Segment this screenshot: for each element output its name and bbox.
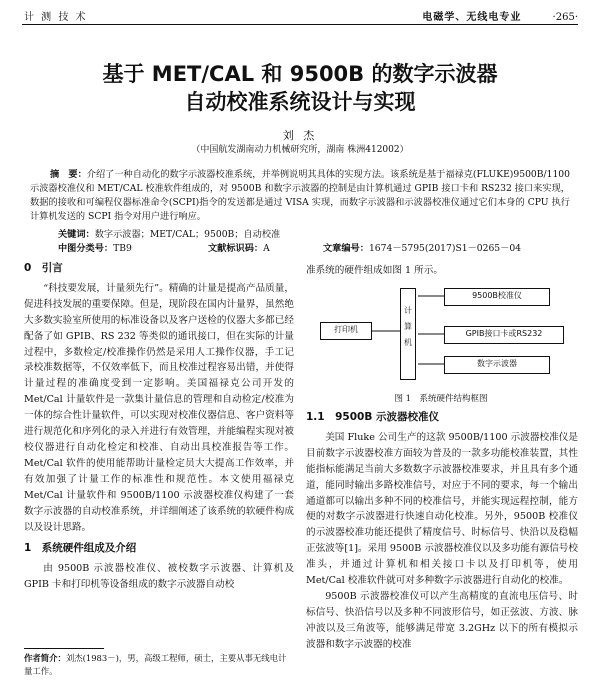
figure-caption: 图 1 系统硬件结构框图 <box>394 394 488 404</box>
header-rule <box>22 24 578 25</box>
doc-code-label: 文献标识码： <box>208 243 264 254</box>
keywords-text: 数字示波器；MET/CAL；9500B；自动校准 <box>94 229 281 240</box>
clc-label: 中图分类号： <box>58 243 114 254</box>
figure-1-diagram <box>306 282 576 394</box>
section11-paragraph2: 9500B 示波器校准仪可以产生高精度的直流电压信号、时标信号、快沿信号以及多种不同波形信号，如正弦波、方波、脉冲波以及三角波等，能够满足带宽 3.2GHz 以下的所有模拟示波器和数字示波器的校准 <box>306 590 578 650</box>
classification-line <box>58 240 588 254</box>
section11-heading: 1.1 9500B 示波器校准仪 <box>306 411 439 423</box>
running-header-right <box>422 8 578 23</box>
computer-box: 计 算 机 <box>400 288 416 380</box>
clc-value: TB9 <box>113 243 132 254</box>
page-number: ·265· <box>552 12 578 23</box>
scope-box: 数字示波器 <box>444 356 550 374</box>
footnote-rule <box>24 648 104 649</box>
printer-box: 打印机 <box>320 322 372 340</box>
article-number-value: 1674－5795(2017)S1－0265－04 <box>368 243 522 254</box>
doc-code-value: A <box>263 243 270 254</box>
keywords <box>58 226 280 240</box>
article-number-label: 文章编号： <box>323 243 369 254</box>
calibrator-box: 9500B校准仪 <box>444 288 550 306</box>
author-footnote <box>24 652 294 678</box>
running-header-journal: 计 测 技 术 <box>24 12 88 23</box>
section11-paragraph1: 美国 Fluke 公司生产的这款 9500B/1100 示波器校准仪是目前数字示波器校准方面较为普及的一款多功能校准装置，其性能指标能满足当前大多数数字示波器校准要求，并且具有多个通道，能同时输出多路校准信号，对应于不同的要求，每一个输出通道都可以输出多种不同的校准信号，并能实现远程控制，能方便的对数字示波器进行快速自动化校准。另外，9500B 校准仪的示波器校准功能还提供了精度信号、时标信号、快沿以及稳幅正弦波等[1]。采用 9500B 示波器校准仪以及多功能有源信号校准头，并通过计算机和相关接口卡以及打印机等，使用 Met/Cal 校准软件就可对多种数字示波器进行自动化的校准。 <box>306 431 578 587</box>
intro-heading: 0 引言 <box>24 262 63 274</box>
paper-title-line1: 基于 MET/CAL 和 9500B 的数字示波器 <box>102 62 498 86</box>
intro-paragraph: “科技要发展，计量须先行”。精确的计量是提高产品质量，促进科技发展的重要保障。但是，现阶段在国内计量界，虽然绝大多数实验室所使用的标准设备以及客户送检的仪器大多都已经配备了如 GPIB、RS 232 等类似的通讯接口，但在实际的计量过程中，多数检定/校准操作仍然是采用人工操作仪器，手工记录校准数据等，不仅效率低下，而且校准过程容易出错，并使得计量过程的准确度受到一定影响。美国福禄克公司开发的 Met/Cal 计量软件是一款集计量信息的管理和自动检定/校准为一体的综合性计量软件，可以实现对校准仪器信息、客户资料等进行规范化和序列化的录入并进行有效管理，并能编程实现对被校仪器进行自动化检定和校准、自动出具校准报告等工作。Met/Cal 软件的使用能帮助计量检定员大大提高工作效率，并有效加强了计量工作的标准性和规范性。本文使用福禄克 Met/Cal 计量软件和 9500B/1100 示波器校准仪构建了一套数字示波器的自动校准系统，并详细阐述了该系统的软硬件构成以及设计思路。 <box>24 282 294 533</box>
affiliation: （中国航发湖南动力机械研究所，湖南 株洲412002） <box>191 145 409 155</box>
section1-paragraph: 由 9500B 示波器校准仪、被校数字示波器、计算机及 GPIB 卡和打印机等设备组成的数字示波器自动校 <box>24 563 294 591</box>
footnote-text: 刘杰(1983－)，男，高级工程师，硕士，主要从事无线电计量工作。 <box>24 653 287 676</box>
abstract <box>30 168 570 224</box>
running-header-section: 电磁学、无线电专业 <box>422 12 522 23</box>
abstract-label: 摘 要： <box>50 169 87 180</box>
right-column <box>306 410 578 653</box>
footnote-label: 作者简介： <box>24 653 66 663</box>
paper-title-line2: 自动校准系统设计与实现 <box>184 90 416 114</box>
abstract-text: 介绍了一种自动化的数字示波器校准系统，并举例说明其具体的实现方法。该系统是基于福禄克(FLUKE)9500B/1100 示波器校准仪和 MET/CAL 校准软件组成的，对 9500B 和数字示波器的控制是由计算机通过 GPIB 接口卡和 RS232 接口来实现，数据的接收和可编程仪器标准命令(SCPI)指令的发送都是通过 VISA 实现，而数字示波器和示波器校准仪通过它们本身的 CPU 执行计算机发送的 SCPI 指令对用户进行响应。 <box>30 169 570 222</box>
right-intro-text: 准系统的硬件组成如图 1 所示。 <box>306 265 443 276</box>
interface-box: GPIB接口卡或RS232 <box>444 326 564 344</box>
section1-heading: 1 系统硬件组成及介绍 <box>24 542 137 555</box>
keywords-label: 关键词： <box>58 229 95 240</box>
left-column <box>24 261 294 593</box>
author: 刘 杰 <box>282 129 318 142</box>
